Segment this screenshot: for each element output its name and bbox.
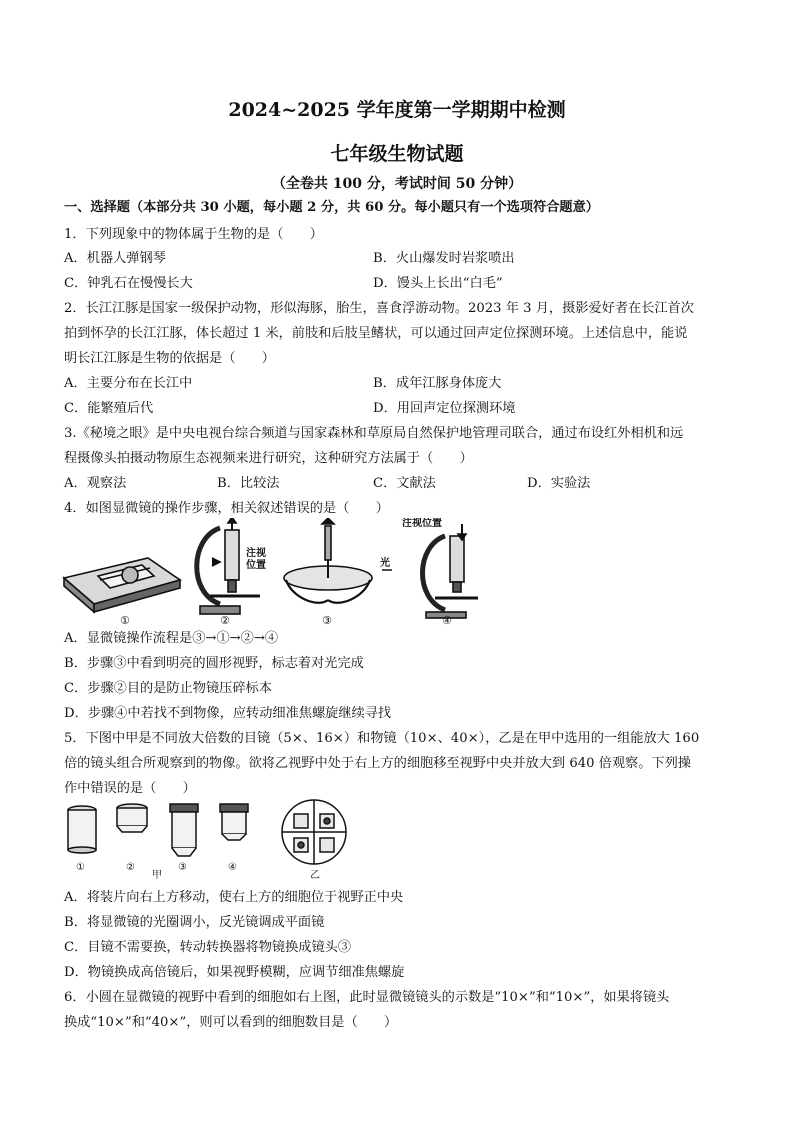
lens-2-image	[117, 804, 147, 832]
q2-option-a: A．主要分布在长江中	[64, 376, 193, 391]
q3-option-c: C．文献法	[373, 476, 436, 491]
q5-stem-2: 倍的镜头组合所观察到的物像。欲将乙视野中处于右上方的细胞移至视野中央并放大到 640 倍观察。下列操	[64, 756, 691, 771]
q2-option-c: C．能繁殖后代	[64, 401, 154, 416]
q3-option-d: D．实验法	[527, 476, 591, 491]
q3-option-b: B．比较法	[217, 476, 280, 491]
exam-title: 2024~2025 学年度第一学期期中检测	[228, 99, 566, 121]
fig4-number-4: ④	[442, 614, 452, 627]
section-heading: 一、选择题（本部分共 30 小题，每小题 2 分，共 60 分。每小题只有一个选项符合题意）	[64, 200, 599, 215]
q3-stem-2: 程摄像头拍摄动物原生态视频来进行研究，这种研究方法属于（ ）	[64, 451, 473, 466]
exam-note: （全卷共 100 分，考试时间 50 分钟）	[271, 176, 523, 192]
label-light: 光	[380, 558, 390, 569]
fig5-number-2: ②	[126, 862, 135, 873]
q1-stem: 1．下列现象中的物体属于生物的是（ ）	[64, 227, 323, 242]
q5-option-b: B．将显微镜的光圈调小，反光镜调成平面镜	[64, 915, 325, 930]
fig5-label-yi: 乙	[310, 870, 320, 880]
q3-option-a: A．观察法	[64, 476, 127, 491]
q5-stem-3: 作中错误的是（ ）	[64, 781, 196, 796]
q4-stem: 4．如图显微镜的操作步骤，相关叙述错误的是（ ）	[64, 501, 389, 516]
q4-option-c: C．步骤②目的是防止物镜压碎标本	[64, 681, 272, 696]
q2-stem-3: 明长江江豚是生物的依据是（ ）	[64, 351, 275, 366]
step3-adjust-light-image	[284, 518, 392, 603]
lens-3-image	[170, 804, 198, 856]
lens-and-field-figure	[60, 798, 360, 880]
label-watch-1: 注视	[246, 548, 266, 559]
q2-stem-2: 拍到怀孕的长江江豚，体长超过 1 米，前肢和后肢呈鳍状，可以通过回声定位探测环境。上述信息中，能说	[64, 326, 688, 341]
q5-option-c: C．目镜不需要换，转动转换器将物镜换成镜头③	[64, 940, 352, 955]
label-watch-2: 位置	[246, 560, 266, 571]
q3-stem-1: 3.《秘境之眼》是中央电视台综合频道与国家森林和草原局自然保护地管理司联合，通过布设红外相机和远	[64, 426, 684, 441]
fig4-number-1: ①	[120, 614, 130, 627]
q4-option-a: A．显微镜操作流程是③→①→②→④	[64, 631, 279, 646]
q2-option-b: B．成年江豚身体庞大	[373, 376, 502, 391]
q1-option-b: B．火山爆发时岩浆喷出	[373, 251, 515, 266]
lens-4-image	[220, 804, 248, 840]
q6-stem-2: 换成“10×”和“40×”，则可以看到的细胞数目是（ ）	[64, 1015, 398, 1030]
q4-option-b: B．步骤③中看到明亮的圆形视野，标志着对光完成	[64, 656, 364, 671]
label-watch-top: 注视位置	[402, 518, 442, 529]
lens-1-image	[68, 806, 96, 853]
q1-option-a: A．机器人弹钢琴	[64, 251, 166, 266]
q2-stem-1: 2．长江江豚是国家一级保护动物，形似海豚，胎生，喜食浮游动物。2023 年 3 月，摄影爱好者在长江首次	[64, 301, 694, 316]
q6-stem-1: 6．小圆在显微镜的视野中看到的细胞如右上图，此时显微镜镜头的示数是“10×”和“10×”，如果将镜头	[64, 990, 670, 1005]
step4-focus-image	[422, 524, 478, 618]
step1-slide-on-stage-image	[64, 558, 180, 612]
q5-stem-1: 5．下图中甲是不同放大倍数的目镜（5×、16×）和物镜（10×、40×），乙是在甲中选用的一组能放大 160	[64, 731, 700, 746]
fig4-number-2: ②	[220, 614, 230, 627]
q5-option-a: A．将装片向右上方移动，使右上方的细胞位于视野正中央	[64, 890, 404, 905]
fig5-label-jia: 甲	[152, 870, 162, 880]
fig5-number-4: ④	[228, 862, 237, 873]
fig5-number-3: ③	[178, 862, 187, 873]
q4-option-d: D．步骤④中若找不到物像，应转动细准焦螺旋继续寻找	[64, 706, 392, 721]
q5-option-d: D．物镜换成高倍镜后，如果视野模糊，应调节细准焦螺旋	[64, 965, 405, 980]
q1-option-c: C．钟乳石在慢慢长大	[64, 276, 193, 291]
field-of-view-image	[282, 800, 346, 864]
fig5-number-1: ①	[76, 862, 85, 873]
exam-subtitle: 七年级生物试题	[330, 143, 464, 165]
q1-option-d: D．馒头上长出“白毛”	[373, 276, 503, 291]
microscope-steps-figure	[60, 518, 480, 628]
fig4-number-3: ③	[322, 614, 332, 627]
q2-option-d: D．用回声定位探测环境	[373, 401, 516, 416]
